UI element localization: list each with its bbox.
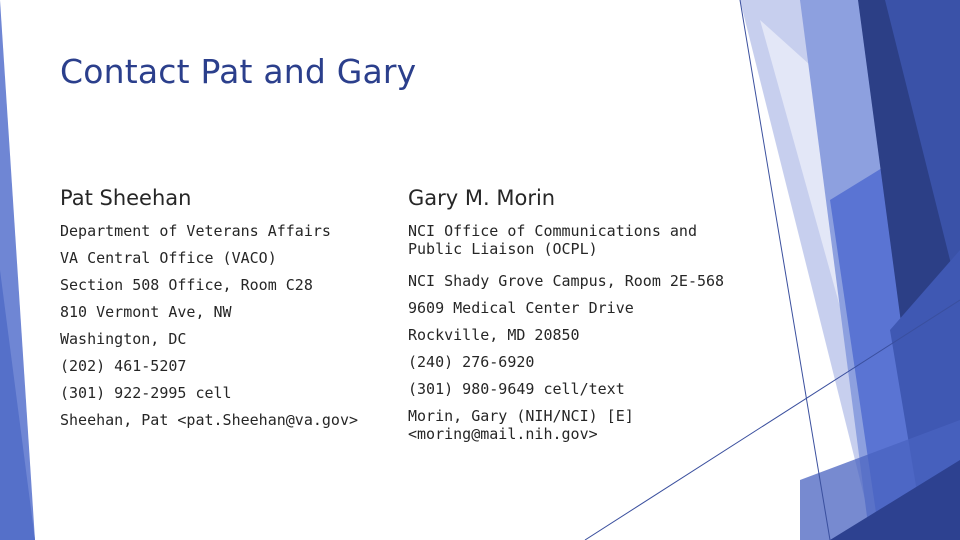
contact-campus: NCI Shady Grove Campus, Room 2E-568 (408, 272, 725, 290)
contact-phone: (202) 461-5207 (60, 357, 187, 375)
contact-department: NCI Office of Communications and Public Liaison (OCPL) (408, 222, 697, 258)
contact-email[interactable]: Sheehan, Pat <pat.Sheehan@va.gov> (60, 411, 359, 429)
contact-street: 810 Vermont Ave, NW (60, 303, 232, 321)
contact-street: 9609 Medical Center Drive (408, 299, 634, 317)
contact-card-pat (60, 178, 390, 429)
contact-cell: (301) 980-9649 cell/text (408, 380, 625, 398)
contact-department: Department of Veterans Affairs (60, 222, 331, 240)
contact-city: Washington, DC (60, 330, 187, 348)
contact-card-gary (408, 178, 738, 443)
contact-cell: (301) 922-2995 cell (60, 384, 232, 402)
contact-name: Pat Sheehan (60, 186, 192, 210)
contact-name: Gary M. Morin (408, 186, 556, 210)
slide-title: Contact Pat and Gary (60, 52, 417, 91)
contact-office: VA Central Office (VACO) (60, 249, 277, 267)
contact-phone: (240) 276-6920 (408, 353, 535, 371)
contact-email[interactable]: Morin, Gary (NIH/NCI) [E] <moring@mail.nih.gov> (408, 407, 634, 443)
contact-room: Section 508 Office, Room C28 (60, 276, 313, 294)
contact-city: Rockville, MD 20850 (408, 326, 580, 344)
